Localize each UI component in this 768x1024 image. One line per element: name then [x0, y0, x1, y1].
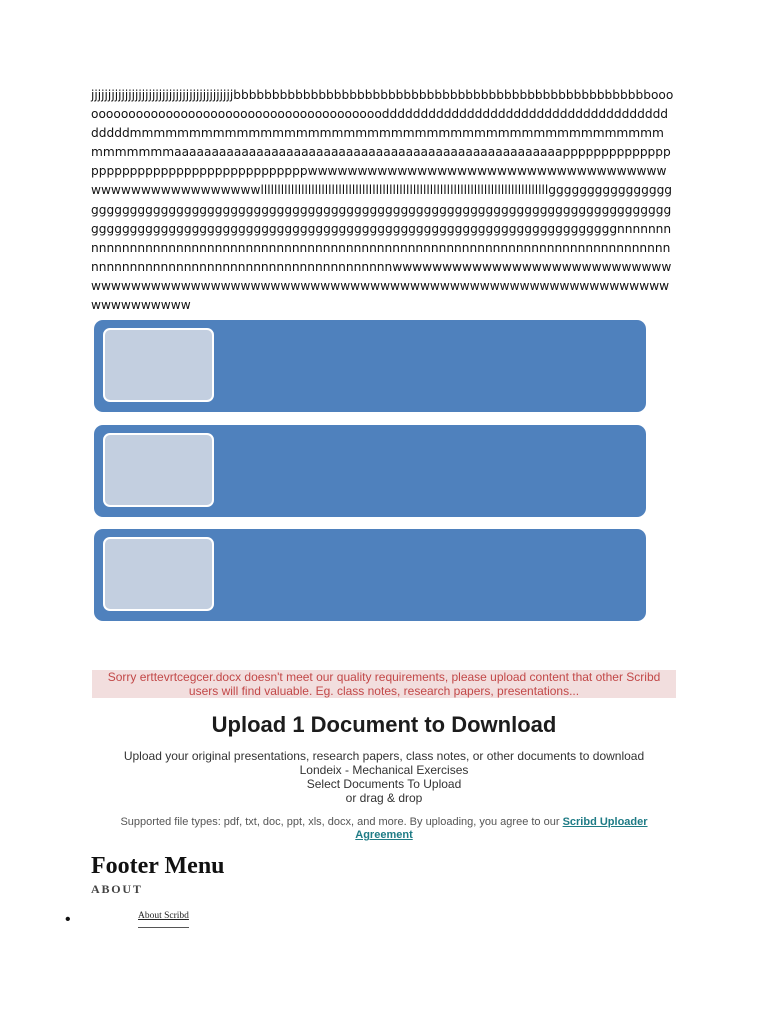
supported-file-types — [92, 816, 676, 842]
drag-drop-hint: or drag & drop — [345, 791, 423, 805]
select-documents-button[interactable]: Select Documents To Upload — [306, 777, 462, 791]
quality-warning: Sorry erttevrtcegcer.docx doesn't meet our quality requirements, please upload content that other Scribd users will find valuable. Eg. class notes, research papers, presentations... — [92, 670, 676, 698]
list-bullet: • — [65, 911, 71, 928]
diagram-thumb-1 — [103, 328, 214, 402]
diagram-thumb-2 — [103, 433, 214, 507]
document-body-text: jjjjjjjjjjjjjjjjjjjjjjjjjjjjjjjjjjjjjjjjjjbbbbbbbbbbbbbbbbbbbbbbbbbbbbbbbbbbbbbbbbbbbbbbbbbbbbbbooooooooooooooooooooooooooooooooooooooooooddddddddddddddddddddddddddddddddddddddddddmmmmmmmmmmmmmmmmmmmmmmmmmmmmmmmmmmmmmmmmmmmmmmmmmmmmaaaaaaaaaaaaaaaaaaaaaaaaaaaaaaaaaaaaaaaaaaaaaaaaaaaappppppppppppppppppppppppppppppppppppppppppwwwwwwwwwwwwwwwwwwwwwwwwwwwwwwwwwwwwwwwwwwwwwwwwwwwwwlllllllllllllllllllllllllllllllllllllllllllllllllllllllllllllllllllllllllllllllllllllgggggggggggggggggggggggggggggggggggggggggggggggggggggggggggggggggggggggggggggggggggggggggggggggggggggggggggggggggggggggggggggggggggggggggggggggggggggggggggggggnnnnnnnnnnnnnnnnnnnnnnnnnnnnnnnnnnnnnnnnnnnnnnnnnnnnnnnnnnnnnnnnnnnnnnnnnnnnnnnnnnnnnnnnnnnnnnnnnnnnnnnnnnnnnnnnnnnnnnnnnwwwwwwwwwwwwwwwwwwwwwwwwwwwwwwwwwwwwwwwwwwwwwwwwwwwwwwwwwwwwwwwwwwwwwwwwwwwwwwwwwwwwwwwwwwwwwwww — [91, 88, 674, 313]
about-scribd-link[interactable]: About Scribd — [138, 911, 189, 928]
upload-line-document-name: Londeix - Mechanical Exercises — [299, 763, 469, 777]
upload-title: Upload 1 Document to Download — [211, 712, 557, 737]
diagram-panel-1 — [94, 320, 646, 412]
footer-about-heading: ABOUT — [91, 882, 143, 896]
diagram-thumb-3 — [103, 537, 214, 611]
upload-description — [92, 749, 676, 805]
diagram-panel-2 — [94, 425, 646, 517]
footer-menu-title: Footer Menu — [91, 853, 225, 879]
diagram-panel-3 — [94, 529, 646, 621]
supported-file-types-text: Supported file types: pdf, txt, doc, ppt, xls, docx, and more. By uploading, you agree to our — [120, 816, 563, 828]
upload-line-original: Upload your original presentations, research papers, class notes, or other documents to download — [123, 749, 645, 763]
uploader-agreement-link[interactable]: Scribd Uploader Agreement — [355, 816, 648, 841]
